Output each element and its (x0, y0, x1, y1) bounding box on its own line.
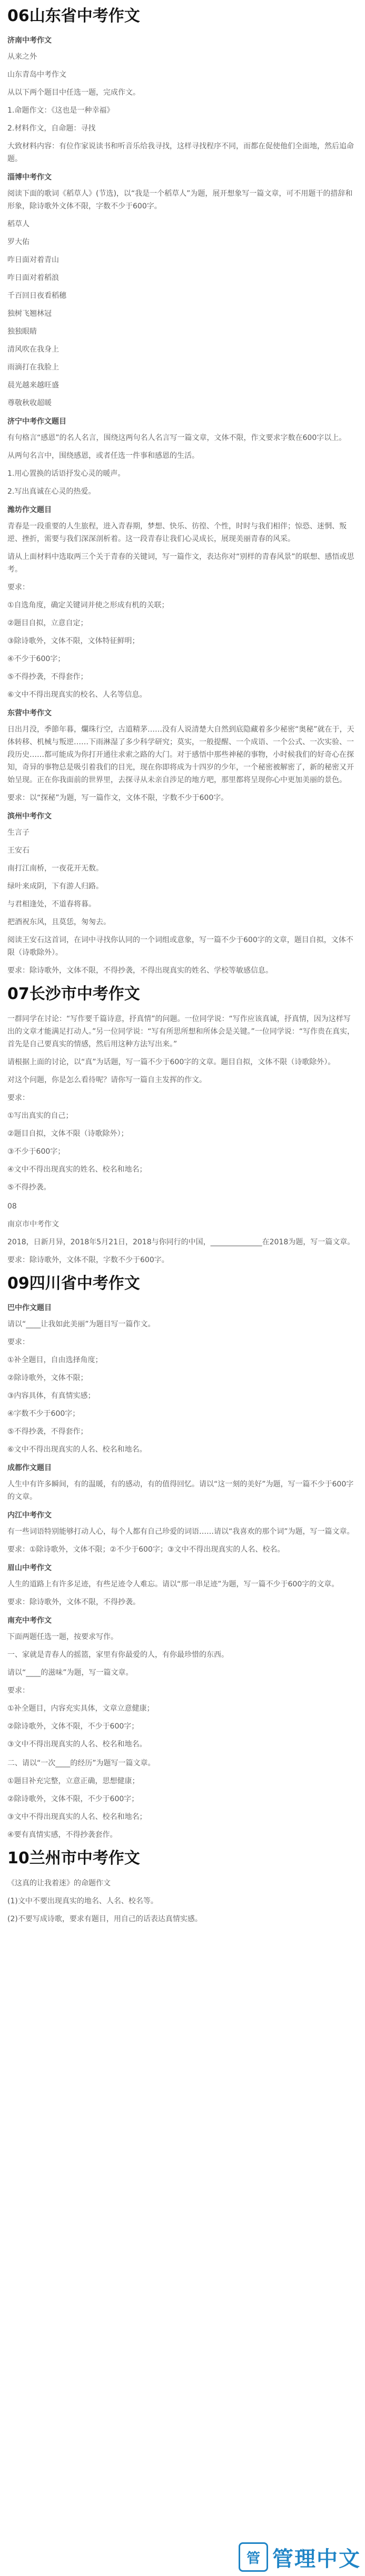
paragraph: 请从上面材料中选取两三个关于青春的关键词，写一篇作文，表达你对“别样的青春风景”的联想、感悟或思考。 (7, 553, 354, 574)
subsection-title: 潍坊作文题目 (7, 506, 52, 514)
paragraph: 晨光越来越旺盛 (7, 381, 59, 390)
paragraph: 请根据上面的讨论，以“真”为话题，写一篇不少于600字的文章。题目自拟，文体不限（诗歌除外）。 (7, 1058, 336, 1066)
list-item: ③文中不得出现真实的人名、校名和地名。 (7, 1740, 147, 1749)
content-block (7, 35, 358, 165)
paragraph: 南京市中考作文 (7, 1220, 59, 1229)
paragraph: 人生中有许多瞬间，有的温暖，有的感动，有的值得回忆。请以“这一刻的美好”为题，写一篇不少于600字的文章。 (7, 1480, 354, 1501)
list-item: ③文中不得出现真实的人名、校名和地名； (7, 1813, 147, 1821)
section (7, 1848, 358, 1925)
paragraph: 从来之外 (7, 53, 37, 61)
paragraph: 1.用心置换的话语抒发心灵的暖声。 (7, 470, 125, 478)
paragraph: 独独眼睛 (7, 327, 37, 336)
content-block (7, 1562, 358, 1609)
subsection-title: 滨州中考作文 (7, 812, 52, 821)
content-block (7, 1510, 358, 1556)
content-block (7, 1462, 358, 1503)
list-item: ⑤不得抄袭，不得套作； (7, 1427, 88, 1436)
paragraph: 下面两题任选一题，按要求写作。 (7, 1633, 118, 1641)
paragraph: 把酒祝东风，且莫恁，匆匆去。 (7, 918, 111, 926)
subsection-title: 济南中考作文 (7, 36, 52, 45)
content-block (7, 1877, 358, 1925)
watermark-text: 管理中文 (272, 2547, 361, 2571)
subsection-title: 济宁中考作文题目 (7, 417, 66, 426)
list-item: ④要有真情实感，不得抄袭套作。 (7, 1831, 117, 1839)
paragraph: (1)文中不要出现真实的地名、人名、校名等。 (7, 1897, 158, 1905)
paragraph: 雨滴打在我脸上 (7, 363, 59, 372)
paragraph: 对这个问题，你是怎么看待呢？请你写一篇自主发挥的作文。 (7, 1076, 206, 1084)
paragraph: 要求： (7, 1094, 29, 1102)
section-title: 06山东省中考作文 (7, 7, 140, 25)
paragraph: 稻草人 (7, 220, 29, 228)
list-item: ④文中不得出现真实的姓名、校名和地名； (7, 1165, 147, 1174)
list-item: ③内容具体，有真情实感； (7, 1392, 95, 1400)
paragraph: 罗大佑 (7, 238, 29, 246)
paragraph: 从两句名言中，围绕感恩，或者任选一件事和感恩的生活。 (7, 452, 199, 460)
subsection-title: 成都作文题目 (7, 1464, 52, 1472)
paragraph: 千百回日夜看稻穗 (7, 292, 66, 300)
paragraph: 请以“____的滋味”为题，写一篇文章。 (7, 1669, 133, 1677)
paragraph: 有一些词语特别能够打动人心，每个人都有自己珍爱的词语……请以“我喜欢的那个词”为题，写一篇文章。 (7, 1527, 354, 1536)
paragraph: 尊敬秋收超暖 (7, 399, 52, 407)
subsection-title: 眉山中考作文 (7, 1564, 52, 1572)
list-item: ①补全题目，自由选择角度； (7, 1356, 103, 1364)
paragraph: 生言子 (7, 828, 29, 837)
paragraph: 王安石 (7, 846, 29, 855)
paragraph: 青春是一段重要的人生旅程，进入青春期，梦想、快乐、彷徨、个性，时时与我们相伴；惊恐、迷惘、叛逆、挫折，需要与我们深深剖析着。这一段青春让我们心灵成长，展现美丽青春的风采。 (7, 522, 347, 543)
list-item: ①自选角度，确定关键词并使之形成有机的关联； (7, 601, 169, 610)
watermark (229, 2541, 361, 2573)
subsection-title: 内江中考作文 (7, 1511, 52, 1520)
paragraph: 从以下两个题目中任选一题，完成作文。 (7, 88, 140, 97)
list-item: ②除诗歌外，文体不限； (7, 1374, 88, 1382)
list-item: ②题目自拟，立意自定； (7, 619, 88, 627)
section (7, 5, 358, 977)
list-item: ⑤不得抄袭。 (7, 1183, 51, 1192)
paragraph: 二、请以“一次____的经历”为题写一篇文章。 (7, 1759, 155, 1768)
paragraph: 绿叶来成阴，下有游人归路。 (7, 882, 103, 891)
content-block (7, 1757, 358, 1841)
section-title: 07长沙市中考作文 (7, 985, 140, 1003)
paragraph: 《这真的让我着迷》的命题作文 (7, 1879, 111, 1888)
paragraph: 要求：除诗歌外，文体不限，不得抄袭，不得出现真实的姓名、学校等敏感信息。 (7, 966, 273, 975)
paragraph: 要求：除诗歌外，文体不限，不得抄袭。 (7, 1598, 140, 1606)
list-item: ①补全题目，内容充实具体，文章立意健康； (7, 1704, 154, 1713)
list-item: ④不少于600字； (7, 655, 65, 663)
paragraph: 山东青岛中考作文 (7, 71, 66, 79)
list-item: ①题目补充完整，立意正确，思想健康； (7, 1777, 140, 1785)
paragraph: 阅读下面的歌词《稻草人》(节选)，以“我是一个稻草人”为题，展开想象写一篇文章，可不用题干的措辞和形象，除诗歌外文体不限，字数不少于600字。 (7, 189, 353, 211)
paragraph: 与君相逢处，不道春将暮。 (7, 900, 96, 908)
paragraph: 要求： (7, 1686, 29, 1695)
paragraph: 独树飞翘林冠 (7, 309, 52, 318)
paragraph: 1.命题作文：《这也是一种幸福》 (7, 106, 114, 115)
list-item: ①写出真实的自己； (7, 1112, 73, 1120)
list-item: ②题目自拟，文体不限（诗歌除外）； (7, 1130, 129, 1138)
paragraph: 咋日面对着青山 (7, 256, 59, 264)
paragraph: 有句格言“感恩”的名人名言，围绕这两句名人名言写一篇文章，文体不限，作文要求字数在600字以上。 (7, 434, 347, 442)
watermark-logo: 管 (239, 2542, 268, 2572)
list-item: ④字数不少于600字； (7, 1410, 80, 1418)
content-block (7, 1302, 358, 1456)
subsection-title: 巴中作文题目 (7, 1304, 52, 1312)
paragraph: 阅读王安石这首词，在词中寻找你认同的一个词组或意象，写一篇不少于600字的文章，题目自拟，文体不限（诗歌除外）。 (7, 936, 353, 957)
subsection-title: 南充中考作文 (7, 1616, 52, 1625)
paragraph: 2018，日新月异，2018年5月21日，2018与你同行的中国，______________在2018为题，写一篇文章。 (7, 1238, 355, 1246)
paragraph: 请以“____让我如此美丽”为题目写一篇作文。 (7, 1320, 155, 1329)
content-block (7, 1013, 358, 1194)
subsection-title: 淄博中考作文 (7, 173, 52, 182)
paragraph: 2.材料作文，自命题：寻找 (7, 124, 96, 133)
paragraph: 要求： (7, 1338, 29, 1346)
paragraph: 一群同学在讨论：“写作要千篇诗意，抒真情”的问题。一位同学说：“写作应该真诚，抒真情，因为这样写出的文章才能满足打动人。”另一位同学说：“写有所思所想和所体会是关键。”一位同学说：“写作贵在真实，首先是自己要真实的情感，然后用这种方法写出来。” (7, 1015, 355, 1049)
paragraph: 咋日面对着稻浪 (7, 274, 59, 282)
paragraph: 2.写出真诚在心灵的热爱。 (7, 487, 96, 496)
section-title: 09四川省中考作文 (7, 1274, 140, 1293)
section (7, 983, 358, 1266)
paragraph: 日出月没，季節年暮，爛珠行空，古道精茅……没有人说清楚大自然到底隐藏着多少秘密“奥秘”就在于，天体转移、机械与叛逆……下雨淋湿了多少科学研究；莫实，一般提醒、一个成语、一个公式、一次实验、一段历史……都可能成为你打开通往求索之路的大门。对于感悟中那些神秘的事物，小时候我们的好奇心在探知，奇异的事物总是吸引着我们的目光，现在你即将成为十四岁的少年，一个秘密被解密了，新的秘密又开始呈现。正在你我面前的世界里，去探寻从未亲自涉足的地方吧，那里都将呈现你心中更加美丽的景色。 (7, 725, 354, 784)
paragraph: 清风吹在我身上 (7, 345, 59, 354)
paragraph: 一、家就是青春人的摇篮，家里有你最爱的人，有你最珍惜的东西。 (7, 1651, 229, 1659)
paragraph: 要求： (7, 583, 29, 592)
content-block (7, 172, 358, 410)
paragraph: 大致材料内容：有位作家说读书和听音乐给我寻找，这样寻找程序不同，而都在促使他们全面地，然后追命题。 (7, 142, 354, 163)
paragraph: 要求：以“探秘”为题，写一篇作文，文体不限，字数不少于600字。 (7, 794, 229, 802)
paragraph: (2)不要写成诗歌，要求有题目，用自己的话表达真情实感。 (7, 1915, 202, 1923)
content-block (7, 1615, 358, 1751)
paragraph: 南打江南桥，一夜花开无数。 (7, 864, 103, 873)
section-title: 10兰州市中考作文 (7, 1849, 140, 1868)
list-item: ⑥文中不得出现真实的人名、校名和地名。 (7, 1445, 147, 1454)
content-block (7, 811, 358, 977)
paragraph: 要求：除诗歌外，文体不限，字数不少于600字。 (7, 1256, 169, 1264)
list-item: ②除诗歌外，文体不限，不少于600字； (7, 1795, 139, 1803)
list-item: ⑤不得抄袭，不得套作； (7, 673, 88, 681)
paragraph: 人生的道路上有许多足迹，有些足迹令人难忘。请以“那一串足迹”为题，写一篇不少于600字的文章。 (7, 1580, 339, 1589)
content-block (7, 504, 358, 701)
content-block (7, 707, 358, 804)
content-block (7, 416, 358, 498)
list-item: ③不少于600字； (7, 1147, 65, 1156)
section (7, 1273, 358, 1841)
subsection-title: 东营中考作文 (7, 709, 52, 717)
paragraph: 要求：①除诗歌外，文体不限；②不少于600字；③文中不得出现真实的人名、校名。 (7, 1545, 285, 1554)
paragraph: 08 (7, 1202, 17, 1211)
list-item: ②除诗歌外，文体不限，不少于600字； (7, 1722, 139, 1731)
content-block (7, 1200, 358, 1266)
list-item: ③除诗歌外，文体不限，文体特征鲜明； (7, 637, 140, 645)
list-item: ⑥文中不得出现真实的校名、人名等信息。 (7, 691, 147, 699)
